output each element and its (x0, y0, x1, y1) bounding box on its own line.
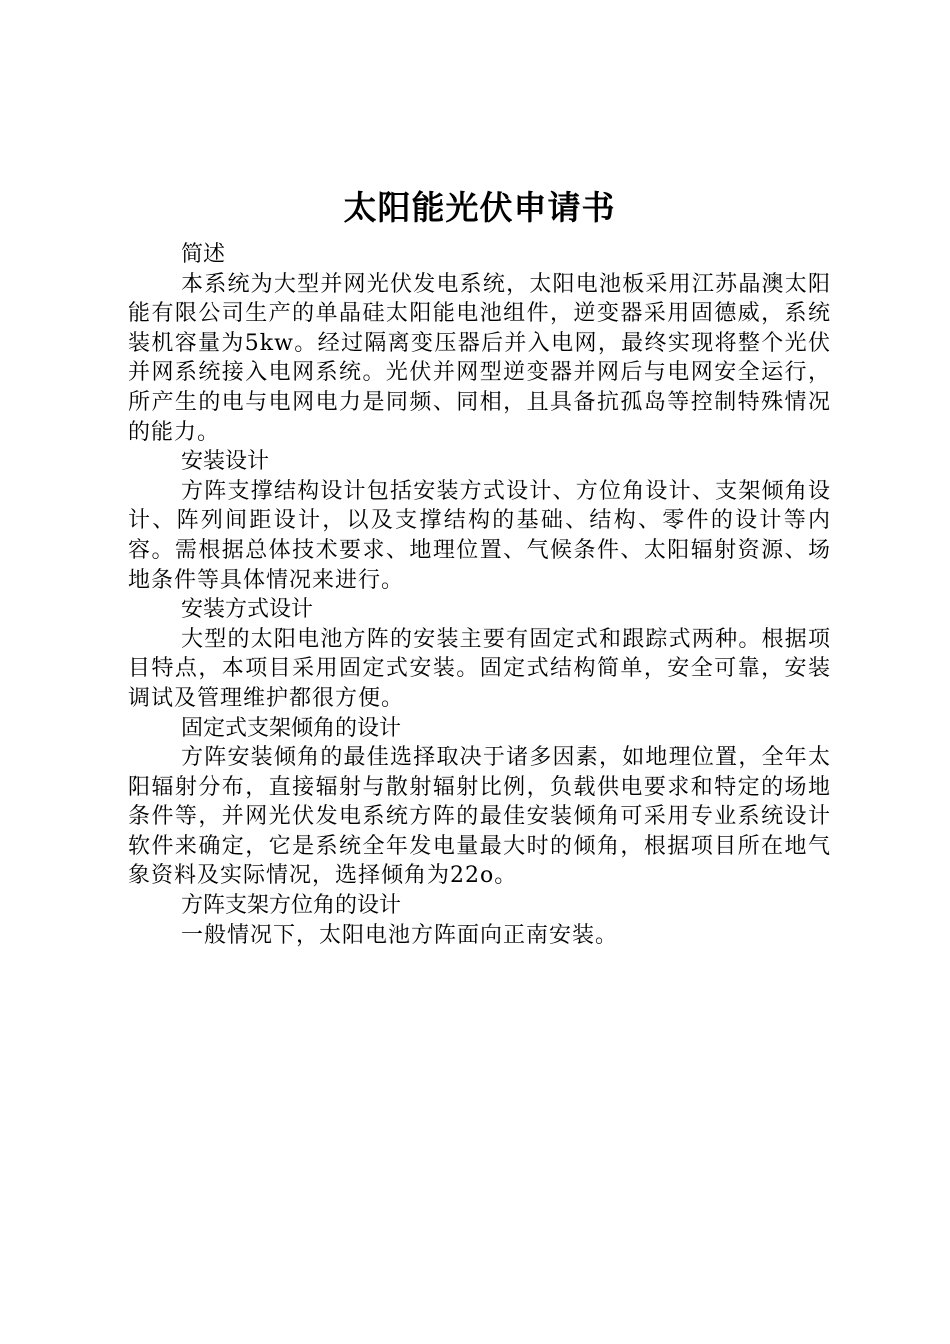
section-installation-method (128, 595, 831, 713)
section-paragraph: 大型的太阳电池方阵的安装主要有固定式和跟踪式两种。根据项目特点，本项目采用固定式安装。固定式结构简单，安全可靠，安装调试及管理维护都很方便。 (128, 626, 831, 711)
section-heading: 安装方式设计 (181, 597, 314, 623)
section-paragraph: 方阵支撑结构设计包括安装方式设计、方位角设计、支架倾角设计、阵列间距设计，以及支撑结构的基础、结构、零件的设计等内容。需根据总体技术要求、地理位置、气候条件、太阳辐射资源、场地条件等具体情况来进行。 (128, 478, 831, 593)
section-paragraph: 一般情况下，太阳电池方阵面向正南安装。 (181, 922, 619, 948)
section-heading: 安装设计 (181, 449, 270, 475)
section-paragraph: 本系统为大型并网光伏发电系统，太阳电池板采用江苏晶澳太阳能有限公司生产的单晶硅太阳能电池组件，逆变器采用固德威，系统装机容量为5kw。经过隔离变压器后并入电网，最终实现将整个光伏并网系统接入电网系统。光伏并网型逆变器并网后与电网安全运行，所产生的电与电网电力是同频、同相，且具备抗孤岛等控制特殊情况的能力。 (128, 271, 831, 445)
document-title: 太阳能光伏申请书 (343, 188, 616, 227)
section-overview (128, 240, 831, 447)
section-heading: 简述 (181, 242, 226, 267)
section-paragraph: 方阵安装倾角的最佳选择取决于诸多因素，如地理位置，全年太阳辐射分布，直接辐射与散射辐射比例，负载供电要求和特定的场地条件等，并网光伏发电系统方阵的最佳安装倾角可采用专业系统设计软件来确定，它是系统全年发电量最大时的倾角，根据项目所在地气象资料及实际情况，选择倾角为22o。 (128, 745, 831, 889)
section-azimuth (128, 891, 831, 950)
section-installation-design (128, 447, 831, 595)
section-heading: 固定式支架倾角的设计 (181, 715, 402, 741)
document-body (128, 184, 831, 950)
section-tilt-angle (128, 714, 831, 892)
section-heading: 方阵支架方位角的设计 (181, 893, 402, 919)
